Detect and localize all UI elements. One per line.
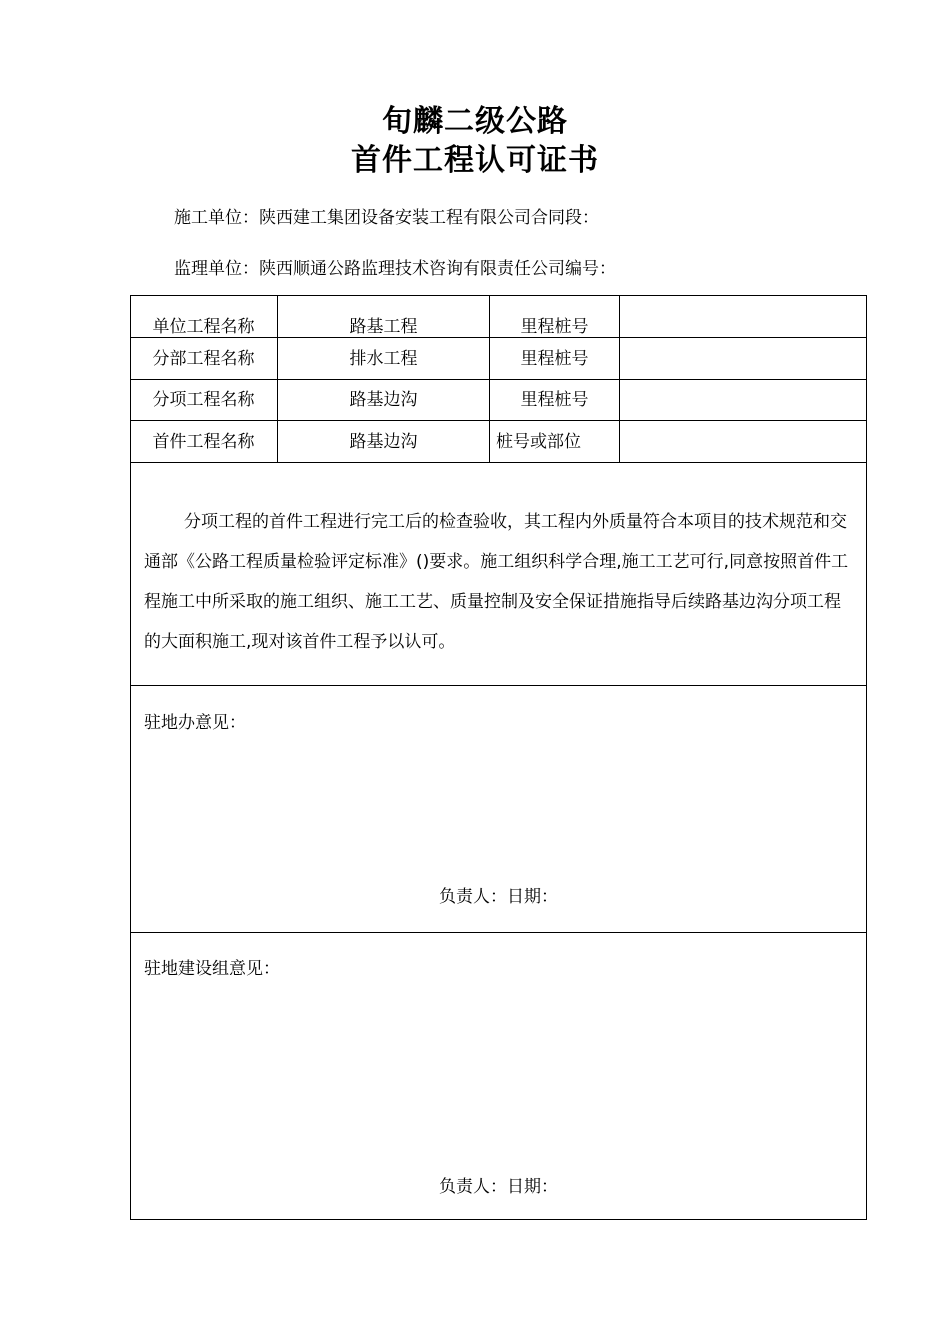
document-title: 旬麟二级公路 <box>382 104 568 139</box>
document-subtitle: 首件工程认可证书 <box>351 143 599 178</box>
table-cell-label: 分项工程名称 <box>152 390 255 410</box>
row-divider <box>130 379 867 380</box>
table-cell-label: 桩号或部位 <box>496 432 581 452</box>
row-divider <box>130 932 867 933</box>
table-cell-value: 路基边沟 <box>349 390 418 410</box>
table-cell-label: 分部工程名称 <box>152 349 255 369</box>
row-divider <box>130 685 867 686</box>
row-divider <box>130 462 867 463</box>
office-signature-line: 负责人：日期： <box>439 887 558 907</box>
table-cell-value: 排水工程 <box>349 349 418 369</box>
table-cell-label: 里程桩号 <box>520 390 589 410</box>
table-border-top <box>130 295 867 296</box>
table-cell-label: 里程桩号 <box>520 317 589 337</box>
group-opinion-label: 驻地建设组意见： <box>144 959 280 979</box>
table-border-right <box>866 295 867 1220</box>
table-cell-label: 里程桩号 <box>520 349 589 369</box>
row-divider <box>130 420 867 421</box>
table-border-bottom <box>130 1219 867 1220</box>
group-signature-line: 负责人：日期： <box>439 1177 558 1197</box>
table-cell-value: 路基工程 <box>349 317 418 337</box>
column-divider <box>619 295 620 462</box>
table-cell-label: 首件工程名称 <box>152 432 255 452</box>
supervision-unit: 监理单位：陕西顺通公路监理技术咨询有限责任公司编号： <box>174 259 616 279</box>
construction-unit: 施工单位：陕西建工集团设备安装工程有限公司合同段： <box>174 208 599 228</box>
certificate-table <box>130 295 867 1220</box>
office-opinion-label: 驻地办意见： <box>144 713 246 733</box>
acceptance-statement: 分项工程的首件工程进行完工后的检查验收，其工程内外质量符合本项目的技术规范和交通部《公路工程质量检验评定标准》()要求。施工组织科学合理,施工工艺可行,同意按照首件工程施工中所采取的施工组织、施工工艺、质量控制及安全保证措施指导后续路基边沟分项工程的大面积施工,现对该首件工程予以认可。 <box>144 512 849 652</box>
table-cell-value: 路基边沟 <box>349 432 418 452</box>
table-cell-label: 单位工程名称 <box>152 317 255 337</box>
